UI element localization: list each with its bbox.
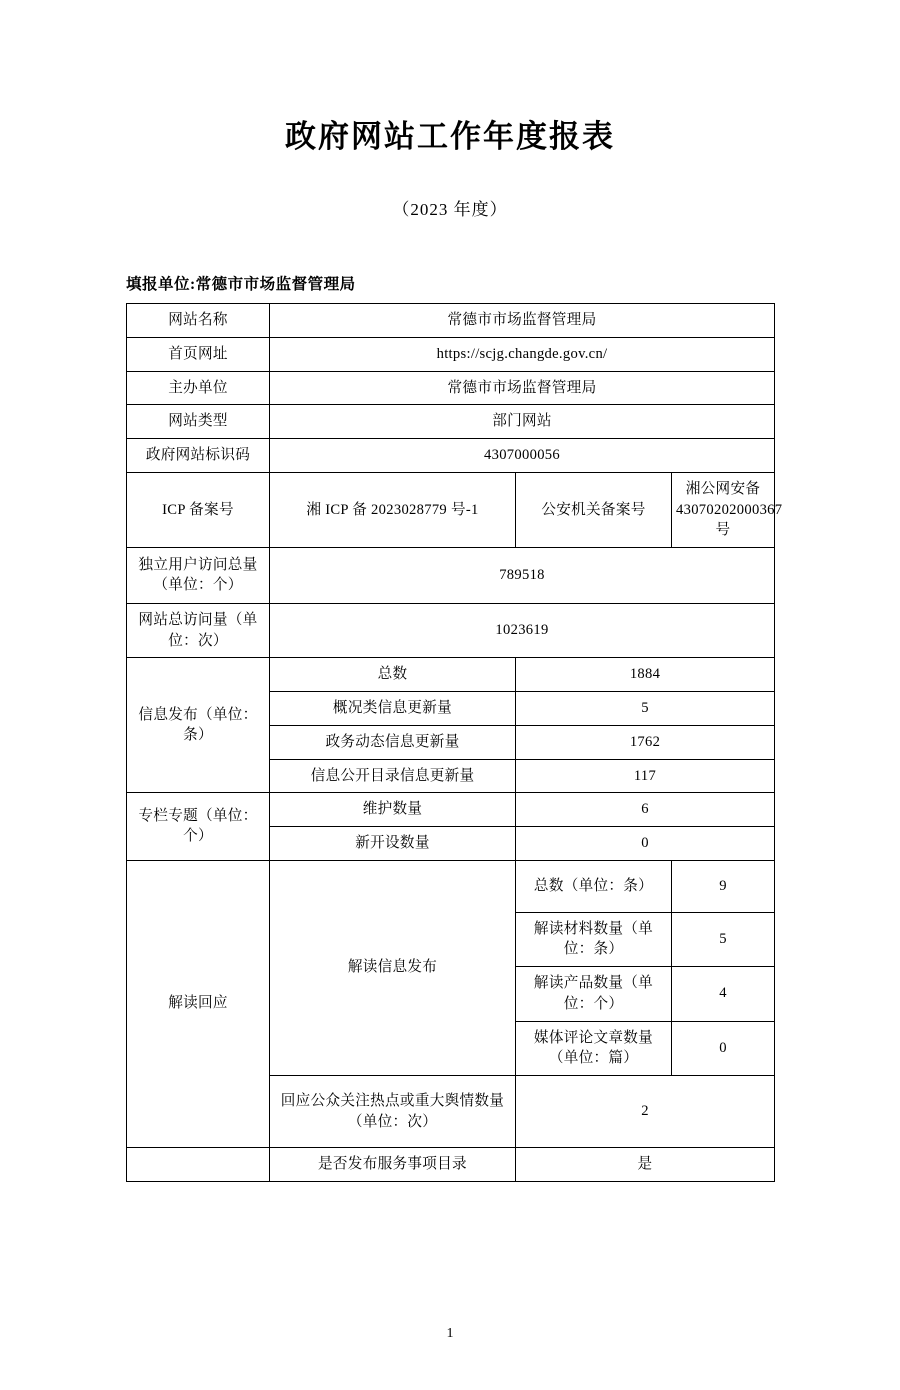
interpretation-publish-label: 解读信息发布	[270, 860, 516, 1075]
host-unit-value: 常德市市场监督管理局	[270, 371, 775, 405]
homepage-value: https://scjg.changde.gov.cn/	[270, 337, 775, 371]
icp-label: ICP 备案号	[127, 472, 270, 547]
table-row	[127, 793, 775, 827]
interpretation-item-value: 4	[672, 967, 775, 1021]
host-unit-label: 主办单位	[127, 371, 270, 405]
column-topic-item-value: 6	[516, 793, 775, 827]
table-row	[127, 1148, 775, 1182]
table-row	[127, 860, 775, 912]
police-record-value: 湘公网安备 43070202000367 号	[672, 472, 775, 547]
page-number: 1	[446, 1326, 454, 1341]
table-row	[127, 405, 775, 439]
interpretation-item-name: 媒体评论文章数量（单位：篇）	[516, 1021, 672, 1075]
site-name-label: 网站名称	[127, 304, 270, 338]
document-page	[0, 118, 900, 1390]
table-row	[127, 547, 775, 603]
homepage-label: 首页网址	[127, 337, 270, 371]
response-hotspot-label: 回应公众关注热点或重大舆情数量（单位：次）	[270, 1076, 516, 1148]
site-type-label: 网站类型	[127, 405, 270, 439]
gov-site-code-label: 政府网站标识码	[127, 439, 270, 473]
info-publish-item-name: 信息公开目录信息更新量	[270, 759, 516, 793]
info-publish-item-value: 5	[516, 692, 775, 726]
table-row	[127, 439, 775, 473]
table-row	[127, 337, 775, 371]
site-name-value: 常德市市场监督管理局	[270, 304, 775, 338]
icp-value: 湘 ICP 备 2023028779 号-1	[270, 472, 516, 547]
table-row	[127, 304, 775, 338]
info-publish-item-name: 政务动态信息更新量	[270, 725, 516, 759]
column-topic-label: 专栏专题（单位：个）	[127, 793, 270, 860]
interpretation-response-label: 解读回应	[127, 860, 270, 1147]
police-record-label: 公安机关备案号	[516, 472, 672, 547]
total-visits-value: 1023619	[270, 603, 775, 657]
interpretation-item-name: 解读产品数量（单位：个）	[516, 967, 672, 1021]
gov-site-code-value: 4307000056	[270, 439, 775, 473]
interpretation-item-name: 解读材料数量（单位：条）	[516, 912, 672, 966]
info-publish-item-value: 1762	[516, 725, 775, 759]
interpretation-item-name: 总数（单位：条）	[516, 860, 672, 912]
site-type-value: 部门网站	[270, 405, 775, 439]
page-title: 政府网站工作年度报表	[285, 119, 615, 154]
page-subtitle: （2023 年度）	[392, 200, 508, 220]
total-visits-label: 网站总访问量（单位：次）	[127, 603, 270, 657]
column-topic-item-name: 新开设数量	[270, 826, 516, 860]
column-topic-item-name: 维护数量	[270, 793, 516, 827]
table-row	[127, 603, 775, 657]
info-publish-item-name: 总数	[270, 658, 516, 692]
unique-visitors-value: 789518	[270, 547, 775, 603]
info-publish-label: 信息发布（单位：条）	[127, 658, 270, 793]
interpretation-item-value: 9	[672, 860, 775, 912]
report-unit-line: 填报单位:常德市市场监督管理局	[126, 276, 356, 294]
interpretation-item-value: 5	[672, 912, 775, 966]
info-publish-item-name: 概况类信息更新量	[270, 692, 516, 726]
table-row	[127, 371, 775, 405]
info-publish-item-value: 117	[516, 759, 775, 793]
info-publish-item-value: 1884	[516, 658, 775, 692]
response-hotspot-value: 2	[516, 1076, 775, 1148]
unique-visitors-label: 独立用户访问总量（单位：个）	[127, 547, 270, 603]
table-row	[127, 658, 775, 692]
service-catalog-label: 是否发布服务事项目录	[270, 1148, 516, 1182]
empty-cell	[127, 1148, 270, 1182]
annual-report-table	[126, 303, 783, 1182]
table-row	[127, 472, 775, 547]
interpretation-item-value: 0	[672, 1021, 775, 1075]
column-topic-item-value: 0	[516, 826, 775, 860]
service-catalog-value: 是	[516, 1148, 775, 1182]
